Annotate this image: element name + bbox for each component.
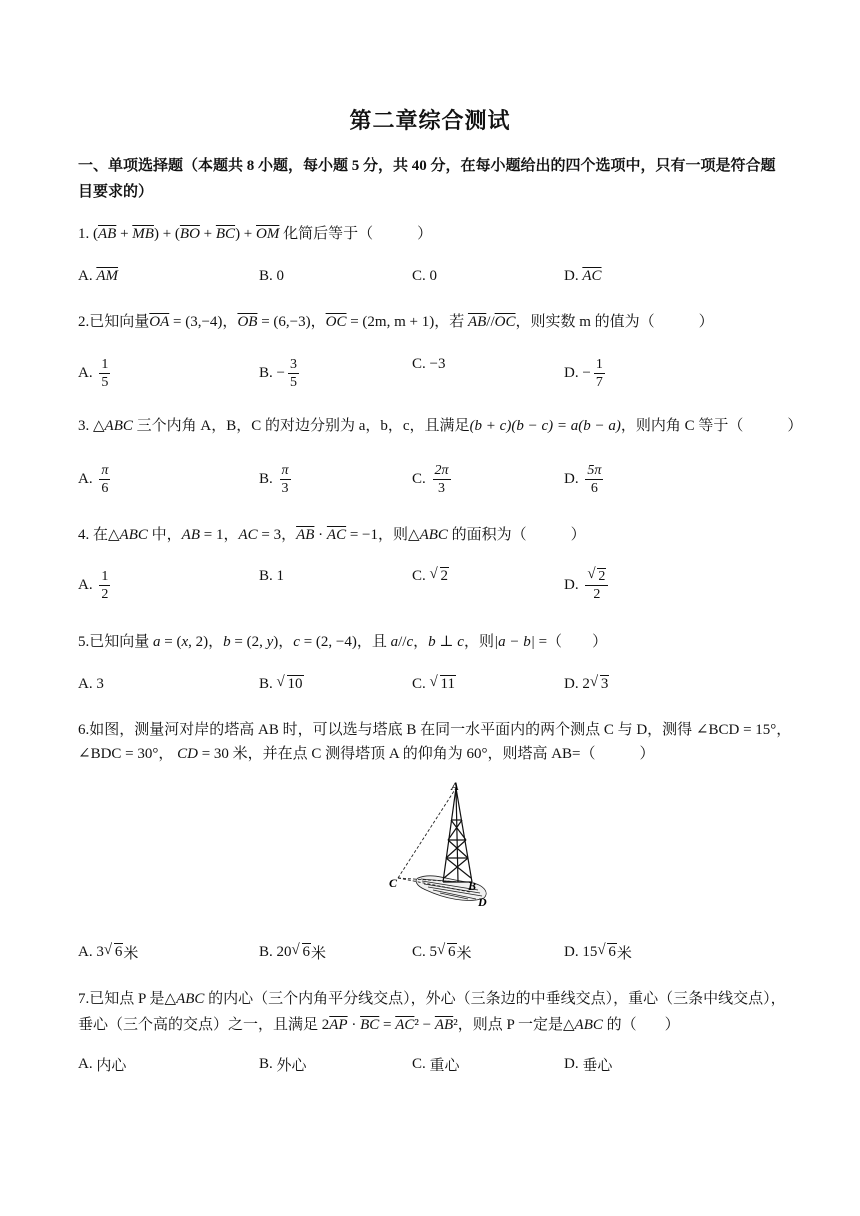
option-b[interactable]: B. √ 10 [259,676,304,693]
option-c[interactable]: C. √ 11 [412,676,456,693]
option-c[interactable]: C. −3 [412,356,446,372]
question-4-options [78,568,798,608]
option-b[interactable]: B. − $\frac{3}{5}$ [259,357,297,390]
option-d[interactable]: D. $\overline{AC}$ [564,268,602,284]
question-2-options [78,356,798,396]
option-c[interactable]: C. √ 2 [412,568,449,585]
question-5: 5.已知向量 a = (x, 2)，b = (2, y)，c = (2, −4)，且 a//c，b ⊥ c，则|a − b| =（ ） [78,634,608,650]
option-c[interactable]: C. 0 [412,268,438,284]
question-7-line-2: 垂心（三个高的交点）之一，且满足 $2\overline{AP} \cdot \overline{BC} = \overline{AC}^2 - \overline{AB}^2$，则点 P 一定是△ABC 的（ ） [78,1017,680,1033]
question-1: 1. $(\overline{AB} + \overline{MB}) + (\overline{BO} + \overline{BC}) + \overline{OM}$ 化简后等于（ ） [78,226,433,242]
question-6-line-2: ∠BDC = 30°， CD = 30 米，并在点 C 测得塔顶 A 的仰角为 60°，则塔高 AB=（ ） [78,746,655,762]
option-d[interactable]: D. √ $\frac{2}{2}$ [564,568,608,603]
question-6-options [78,942,798,982]
section-heading: 一、单项选择题（本题共 8 小题，每小题 5 分，共 40 分，在每小题给出的四个选项中，只有一项是符合题目要求的） [78,158,776,200]
option-b[interactable]: B. 0 [259,268,285,284]
option-a[interactable]: A. 3 [78,676,104,692]
question-7-options [78,1054,798,1094]
option-a[interactable]: A. $\frac{\pi}{6}$ [78,463,109,496]
option-c[interactable]: C. 重心 [412,1056,460,1074]
option-d[interactable]: D. − $\frac{1}{7}$ [564,357,603,390]
option-a[interactable]: A. 3 √ 6 米 [78,942,138,963]
label-a: A [451,780,460,793]
label-c: C [389,876,398,890]
option-b[interactable]: B. 20 √ 6 米 [259,942,326,963]
option-c[interactable]: C. $\frac{2\pi}{3}$ [412,463,449,496]
option-a[interactable]: A. $\frac{1}{2}$ [78,569,109,602]
tower-figure [388,780,498,910]
option-a[interactable]: A. $\overline{AM}$ [78,268,119,284]
page-title: 第二章综合测试 [349,108,511,133]
option-c[interactable]: C. 5 √ 6 米 [412,942,472,963]
option-d[interactable]: D. 15 √ 6 米 [564,942,632,963]
question-3: 3. △ABC 三个内角 A，B，C 的对边分别为 a，b，c，且满足(b + c)(b − c) = a(b − a)，则内角 C 等于（ ） [78,418,803,434]
option-b[interactable]: B. 外心 [259,1056,307,1074]
option-d[interactable]: D. 垂心 [564,1056,613,1074]
option-d[interactable]: D. $\frac{5\pi}{6}$ [564,463,602,496]
option-a[interactable]: A. $\frac{1}{5}$ [78,357,109,390]
label-d: D [478,895,487,909]
label-b: B [468,879,477,893]
option-b[interactable]: B. $\frac{\pi}{3}$ [259,463,289,496]
question-3-options [78,462,798,502]
question-4: 4. 在△ABC 中，AB = 1，AC = 3，$\overline{AB} \cdot \overline{AC} = -1$，则△ABC 的面积为（ ） [78,527,586,543]
question-2: 2.已知向量$\overline{OA} = (3,-4)$，$\overline{OB} = (6,-3)$，$\overline{OC} = (2m$, m + 1)，若 $\overline{AB}//\overline{OC}$，则实数 m 的值为（ ） [78,314,714,330]
question-5-options [78,676,798,716]
question-6: 6.如图，测量河对岸的塔高 AB 时，可以选与塔底 B 在同一水平面内的两个测点 C 与 D，测得 ∠BCD = 15°， [78,722,792,738]
option-a[interactable]: A. 内心 [78,1056,127,1074]
question-7: 7.已知点 P 是△ABC 的内心（三个内角平分线交点），外心（三条边的中垂线交点），重心（三条中线交点）， [78,991,786,1007]
option-d[interactable]: D. 2 √ 3 [564,676,609,693]
question-1-options [78,268,798,308]
option-b[interactable]: B. 1 [259,568,285,584]
